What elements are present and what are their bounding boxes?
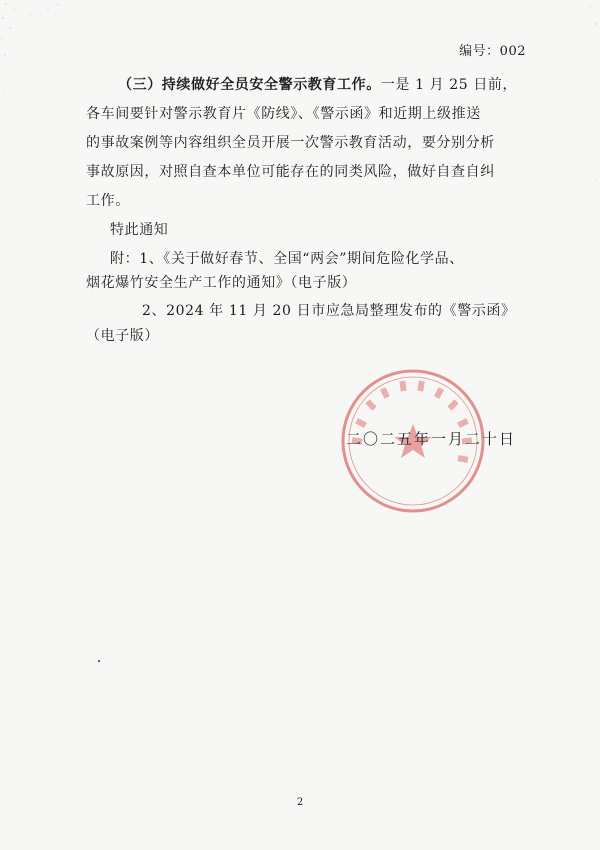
paragraph-line-4: 事故原因，对照自查本单位可能存在的同类风险，做好自查自纠 [86,164,495,180]
document-number: 编号：002 [459,44,526,59]
scan-mark [98,660,100,662]
attachment-2-line-2: （电子版） [86,328,159,344]
attachment-1-line-2: 烟花爆竹安全生产工作的通知》（电子版） [86,275,357,291]
paragraph-line-3: 的事故案例等内容组织全员开展一次警示教育活动，要分别分析 [86,135,495,151]
attachment-1-line-1: 附：1、《关于做好春节、全国“两会”期间危险化学品、 [110,251,464,267]
section-text-start: 一是 1 月 25 日前， [380,77,518,93]
section-heading: （三）持续做好全员安全警示教育工作。 [118,77,381,93]
notice-line: 特此通知 [110,222,169,238]
paragraph-line-2: 各车间要针对警示教育片《防线》、《警示函》和近期上级推送 [86,106,481,122]
paragraph-line-5: 工作。 [86,193,130,209]
issue-date: 二〇二五年一月二十日 [346,430,517,448]
page-number: 2 [296,797,304,808]
paragraph-line-1 [118,74,548,94]
attachment-2-line-1: 2、2024 年 11 月 20 日市应急局整理发布的《警示函》 [142,303,516,319]
